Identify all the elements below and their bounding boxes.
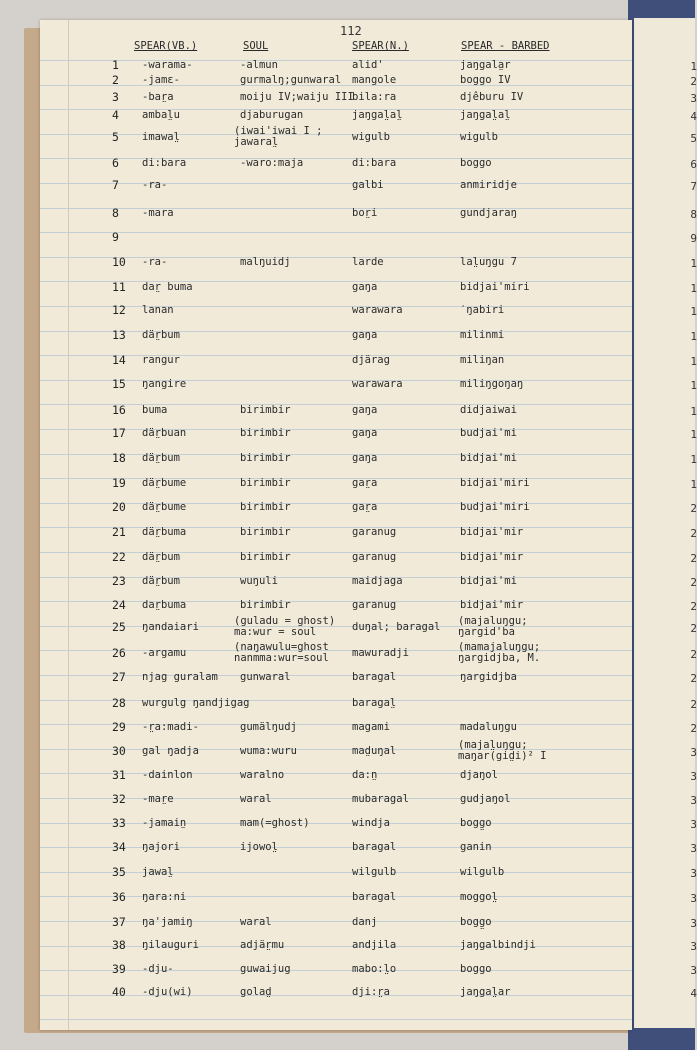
ruled-line [40,724,632,725]
row-number: 17 [112,426,126,440]
spear-noun-cell: warawara [352,304,403,316]
facing-page-number-fragment: 3 [690,794,697,807]
spear-barbed-cell: jaŋgala̤r [460,59,511,71]
row-number: 24 [112,598,126,612]
spear-noun-cell: alid' [352,59,384,71]
ruled-line [40,158,632,159]
facing-page-number-fragment: 8 [690,208,697,221]
row-number: 37 [112,915,126,929]
ruled-line [40,970,632,971]
soul-cell: malŋuidj [240,256,291,268]
ruled-line [40,700,632,701]
spear-verb-cell: jawal̤ [142,866,174,878]
soul-cell: guwaijug [240,963,291,975]
spear-barbed-cell: jaŋgalbindji [460,939,536,951]
facing-page-number-fragment: 1 [690,257,697,270]
facing-page-number-fragment: 2 [690,576,697,589]
spear-verb-cell: där̤buma [142,526,187,538]
spear-verb-cell: där̤buan [142,427,187,439]
spear-noun-cell: magami [352,721,390,733]
facing-page-number-fragment: 3 [690,818,697,831]
row-number: 16 [112,403,126,417]
spear-verb-cell: di:bara [142,157,187,169]
spear-barbed-cell: bogg̤o [460,817,492,829]
spear-barbed-cell: gudjaŋol [460,793,511,805]
spear-verb-cell: -dainlon [142,769,193,781]
facing-page-number-fragment: 3 [690,842,697,855]
spear-barbed-cell: ŋargidjba [460,671,517,683]
spear-barbed-cell: milinmi [460,329,505,341]
soul-cell: (naŋawulu=ghost [234,641,329,653]
ruled-line [40,601,632,602]
spear-noun-cell: galbi [352,179,384,191]
ruled-line [40,454,632,455]
spear-verb-cell: imawal̤ [142,131,180,143]
spear-barbed-cell: djaŋol [460,769,498,781]
spear-barbed-cell-line2: maŋar(gid̤i)² I [458,750,547,762]
row-number: 32 [112,792,126,806]
spear-barbed-cell: bogg̤o [460,916,492,928]
spear-verb-cell: där̤bum [142,575,180,587]
spear-verb-cell: ŋa'jamiŋ [142,916,193,928]
spear-verb-cell: där̤bum [142,551,180,563]
ruled-line [40,946,632,947]
soul-cell: waral [240,916,272,928]
spear-noun-cell: gaŋa [352,452,378,464]
facing-page-number-fragment: 7 [690,180,697,193]
spear-noun-cell: windja [352,817,390,829]
spear-verb-cell: wurgulg ŋandjigag [142,697,250,709]
ruled-line [40,527,632,528]
soul-cell: mam(=ghost) [240,817,310,829]
spear-barbed-cell: madaluŋgu [460,721,517,733]
ruled-line [40,355,632,356]
spear-barbed-cell: moggol̤ [460,891,498,903]
soul-cell: birimbir [240,526,291,538]
spear-barbed-cell-line2: ŋargidjba, M. [458,652,541,664]
facing-page-number-fragment: 3 [690,940,697,953]
spear-verb-cell: -ra- [142,256,168,268]
ruled-line [40,183,632,184]
spear-verb-cell: buma [142,404,168,416]
header-spear-barbed: SPEAR - BARBED [461,40,550,52]
spear-verb-cell: där̤bum [142,452,180,464]
soul-cell: golad̤ [240,986,272,998]
spear-noun-cell: gaŋa [352,281,378,293]
soul-cell: birimbir [240,452,291,464]
ruled-line [40,331,632,332]
facing-page-number-fragment: 4 [690,987,697,1000]
spear-barbed-cell-line2: ŋargid'ba [458,626,515,638]
facing-page-number-fragment: 3 [690,92,697,105]
spear-verb-cell: ŋangire [142,378,187,390]
ruled-line [40,429,632,430]
soul-cell: birimbir [240,599,291,611]
ruled-line [40,281,632,282]
spear-barbed-cell: bidjai'miri [460,281,530,293]
spear-verb-cell: ambal̤u [142,109,180,121]
spear-noun-cell: gar̤a [352,501,378,513]
ruled-line [40,109,632,110]
spear-noun-cell: mangole [352,74,397,86]
soul-cell: (guladu = ghost) [234,615,336,627]
ruled-line [40,872,632,873]
spear-barbed-cell: bidjai'mir [460,551,524,563]
spear-barbed-cell: budjai'mi [460,427,517,439]
facing-page-number-fragment: 2 [690,698,697,711]
spear-verb-cell: där̤bume [142,501,187,513]
row-number: 18 [112,451,126,465]
row-number: 12 [112,303,126,317]
spear-verb-cell: -argamu [142,647,187,659]
header-soul: SOUL [243,40,269,52]
spear-barbed-cell: jaŋgal̤al̤ [460,109,511,121]
spear-verb-cell: -jamain̤ [142,817,187,829]
spear-barbed-cell: (mamajaluŋgu; [458,641,541,653]
facing-page-number-fragment: 2 [690,502,697,515]
row-number: 39 [112,962,126,976]
row-number: 3 [112,90,119,104]
spear-noun-cell: di:bara [352,157,397,169]
spear-noun-cell: mawuradji [352,647,409,659]
row-number: 30 [112,744,126,758]
spear-noun-cell: mad̤uŋal [352,745,397,757]
spear-barbed-cell: anmiridje [460,179,517,191]
soul-cell: birimbir [240,427,291,439]
soul-cell: gunwaral [240,671,291,683]
row-number: 27 [112,670,126,684]
soul-cell: waralno [240,769,285,781]
spear-verb-cell: -warama- [142,59,193,71]
spear-noun-cell: mabo:l̤o [352,963,397,975]
spear-verb-cell: rangur [142,354,180,366]
row-number: 34 [112,840,126,854]
soul-cell: moiju IV;waiju III [240,91,354,103]
soul-cell: -waro:maja [240,157,304,169]
ruled-line [40,896,632,897]
facing-page-number-fragment: 3 [690,770,697,783]
ruled-line [40,232,632,233]
facing-page-number-fragment: 1 [690,355,697,368]
spear-noun-cell: dji:r̤a [352,986,390,998]
row-number: 1 [112,58,119,72]
spear-noun-cell: baragal [352,841,397,853]
row-number: 4 [112,108,119,122]
spear-barbed-cell: boggo [460,963,492,975]
ruled-line [40,257,632,258]
row-number: 26 [112,646,126,660]
ruled-line [40,208,632,209]
spear-barbed-cell: boggo [460,157,492,169]
spear-noun-cell: garanug [352,551,397,563]
facing-page-number-fragment: 2 [690,622,697,635]
spear-verb-cell: där̤bum [142,329,180,341]
facing-page-number-fragment: 2 [690,722,697,735]
ruled-line [40,503,632,504]
soul-cell: gumälŋudj [240,721,297,733]
spear-barbed-cell: bidjai'mir [460,599,524,611]
spear-noun-cell: larde [352,256,384,268]
ledger-page [40,20,632,1030]
spear-verb-cell: -r̤a:madi- [142,721,199,733]
header-spear-verb: SPEAR(VB.) [134,40,198,52]
spear-barbed-cell: bidjai'mi [460,452,517,464]
soul-cell: wuŋuli [240,575,278,587]
facing-page-number-fragment: 2 [690,600,697,613]
spear-noun-cell: garanug [352,526,397,538]
soul-cell-line2: nanmma:wur=soul [234,652,329,664]
spear-verb-cell: gal ŋadja [142,745,199,757]
soul-cell: gurmalŋ;gunwaral [240,74,342,86]
spear-noun-cell: wilgulb [352,866,397,878]
facing-page-number-fragment: 4 [690,110,697,123]
facing-page-number-fragment: 2 [690,527,697,540]
ruled-line [40,675,632,676]
spear-barbed-cell: miliŋan [460,354,505,366]
spear-barbed-cell: gundjaraŋ [460,207,517,219]
spear-noun-cell: da:n̤ [352,769,378,781]
soul-cell-line2: jawaral̤ [234,136,279,148]
ruled-line [40,404,632,405]
row-number: 9 [112,230,119,244]
soul-cell: birimbir [240,501,291,513]
facing-page-number-fragment: 1 [690,405,697,418]
soul-cell: adjär̤mu [240,939,285,951]
spear-verb-cell: ŋajori [142,841,180,853]
spear-barbed-cell: didjaiwai [460,404,517,416]
spear-noun-cell: mubaragal [352,793,409,805]
facing-page-number-fragment: 3 [690,892,697,905]
row-number: 14 [112,353,126,367]
facing-page-number-fragment: 2 [690,552,697,565]
soul-cell-line2: ma:wur = soul [234,626,317,638]
ruled-line [40,577,632,578]
spear-barbed-cell: budjai'miri [460,501,530,513]
row-number: 35 [112,865,126,879]
facing-page-number-fragment: 1 [690,60,697,73]
facing-page-number-fragment: 3 [690,746,697,759]
ruled-line [40,921,632,922]
spear-noun-cell: djärag [352,354,390,366]
ruled-line [40,995,632,996]
spear-barbed-cell: (majaluŋgu; [458,615,528,627]
facing-page-number-fragment: 1 [690,428,697,441]
ruled-line [40,650,632,651]
ruled-line [40,1019,632,1020]
spear-noun-cell: bila:ra [352,91,397,103]
ruled-line [40,823,632,824]
spear-barbed-cell: wigulb [460,131,498,143]
row-number: 5 [112,130,119,144]
facing-page-number-fragment: 2 [690,672,697,685]
spear-barbed-cell: (majal̤uŋgu; [458,739,528,751]
spear-verb-cell: dar̤buma [142,599,187,611]
spear-verb-cell: -mar̤e [142,793,174,805]
facing-page-number-fragment: 2 [690,648,697,661]
ruled-line [40,798,632,799]
spear-noun-cell: baragal [352,891,397,903]
row-number: 33 [112,816,126,830]
spear-noun-cell: andjila [352,939,397,951]
soul-cell: djaburugan [240,109,304,121]
row-number: 2 [112,73,119,87]
ruled-line [40,552,632,553]
ruled-line [40,60,632,61]
row-number: 10 [112,255,126,269]
spear-verb-cell: -ra- [142,179,168,191]
facing-page-number-fragment: 1 [690,282,697,295]
spear-verb-cell: -bar̤a [142,91,174,103]
spear-barbed-cell: bidjai'miri [460,477,530,489]
spear-barbed-cell: bidjai'mi [460,575,517,587]
spear-barbed-cell: wilgulb [460,866,505,878]
page-number: 112 [340,24,362,38]
row-number: 15 [112,377,126,391]
spear-verb-cell: -jamɛ- [142,74,180,86]
row-number: 7 [112,178,119,192]
margin-line [68,20,69,1030]
soul-cell: (iwai'iwai I ; [234,125,323,137]
spear-noun-cell: garanug [352,599,397,611]
row-number: 28 [112,696,126,710]
spear-noun-cell: maidjaga [352,575,403,587]
spear-noun-cell: baragal [352,671,397,683]
spear-verb-cell: ŋara:ni [142,891,187,903]
facing-page-number-fragment: 3 [690,867,697,880]
row-number: 6 [112,156,119,170]
facing-page-number-fragment: 3 [690,917,697,930]
spear-barbed-cell: jaŋgal̤ar [460,986,511,998]
spear-noun-cell: baragal̤ [352,697,397,709]
spear-barbed-cell: bidjai'mir [460,526,524,538]
soul-cell: birimbir [240,477,291,489]
soul-cell: birimbir [240,551,291,563]
row-number: 25 [112,620,126,634]
row-number: 40 [112,985,126,999]
ruled-line [40,306,632,307]
row-number: 13 [112,328,126,342]
spear-verb-cell: ŋilauguri [142,939,199,951]
facing-page-number-fragment: 2 [690,75,697,88]
spear-noun-cell: duŋal; baragal [352,621,441,633]
row-number: 11 [112,280,126,294]
spear-noun-cell: wigulb [352,131,390,143]
row-number: 8 [112,206,119,220]
header-spear-noun: SPEAR(N.) [352,40,409,52]
spear-verb-cell: -dju- [142,963,174,975]
facing-page-number-fragment: 5 [690,132,697,145]
spear-verb-cell: -mara [142,207,174,219]
soul-cell: wuma:wuru [240,745,297,757]
spear-noun-cell: warawara [352,378,403,390]
ruled-line [40,626,632,627]
spear-verb-cell: -dju(wi) [142,986,193,998]
row-number: 22 [112,550,126,564]
facing-page-number-fragment: 1 [690,478,697,491]
spear-barbed-cell: lal̤uŋgu 7 [460,256,517,268]
row-number: 23 [112,574,126,588]
spear-barbed-cell: ˊŋabiri [460,304,505,316]
spear-noun-cell: gaŋa [352,404,378,416]
spear-verb-cell: där̤bume [142,477,187,489]
ruled-line [40,380,632,381]
facing-page-number-fragment: 9 [690,232,697,245]
spear-noun-cell: gar̤a [352,477,378,489]
spear-verb-cell: dar̤ buma [142,281,193,293]
spear-verb-cell: lanan [142,304,174,316]
row-number: 21 [112,525,126,539]
facing-page-number-fragment: 1 [690,305,697,318]
spear-barbed-cell: ganin [460,841,492,853]
soul-cell: birimbir [240,404,291,416]
row-number: 31 [112,768,126,782]
facing-page-number-fragment: 6 [690,158,697,171]
spear-barbed-cell: miliŋgoŋaŋ [460,378,524,390]
spear-noun-cell: gaŋa [352,427,378,439]
facing-page-number-fragment: 1 [690,453,697,466]
row-number: 20 [112,500,126,514]
ruled-line [40,478,632,479]
spear-verb-cell: ŋandaiari [142,621,199,633]
soul-cell: ijowol̤ [240,841,278,853]
facing-page-number-fragment: 3 [690,964,697,977]
spear-noun-cell: jaŋgal̤al̤ [352,109,403,121]
facing-page [634,18,695,1028]
ruled-line [40,847,632,848]
spear-barbed-cell: boggo IV [460,74,511,86]
row-number: 38 [112,938,126,952]
row-number: 36 [112,890,126,904]
row-number: 19 [112,476,126,490]
spear-barbed-cell: djêburu IV [460,91,524,103]
facing-page-number-fragment: 1 [690,330,697,343]
spear-verb-cell: njag guralam [142,671,218,683]
spear-noun-cell: danj [352,916,378,928]
row-number: 29 [112,720,126,734]
spear-noun-cell: bor̤i [352,207,378,219]
facing-page-number-fragment: 1 [690,379,697,392]
ruled-line [40,773,632,774]
soul-cell: waral [240,793,272,805]
ruled-line [40,134,632,135]
spear-noun-cell: gaŋa [352,329,378,341]
soul-cell: -almun [240,59,278,71]
